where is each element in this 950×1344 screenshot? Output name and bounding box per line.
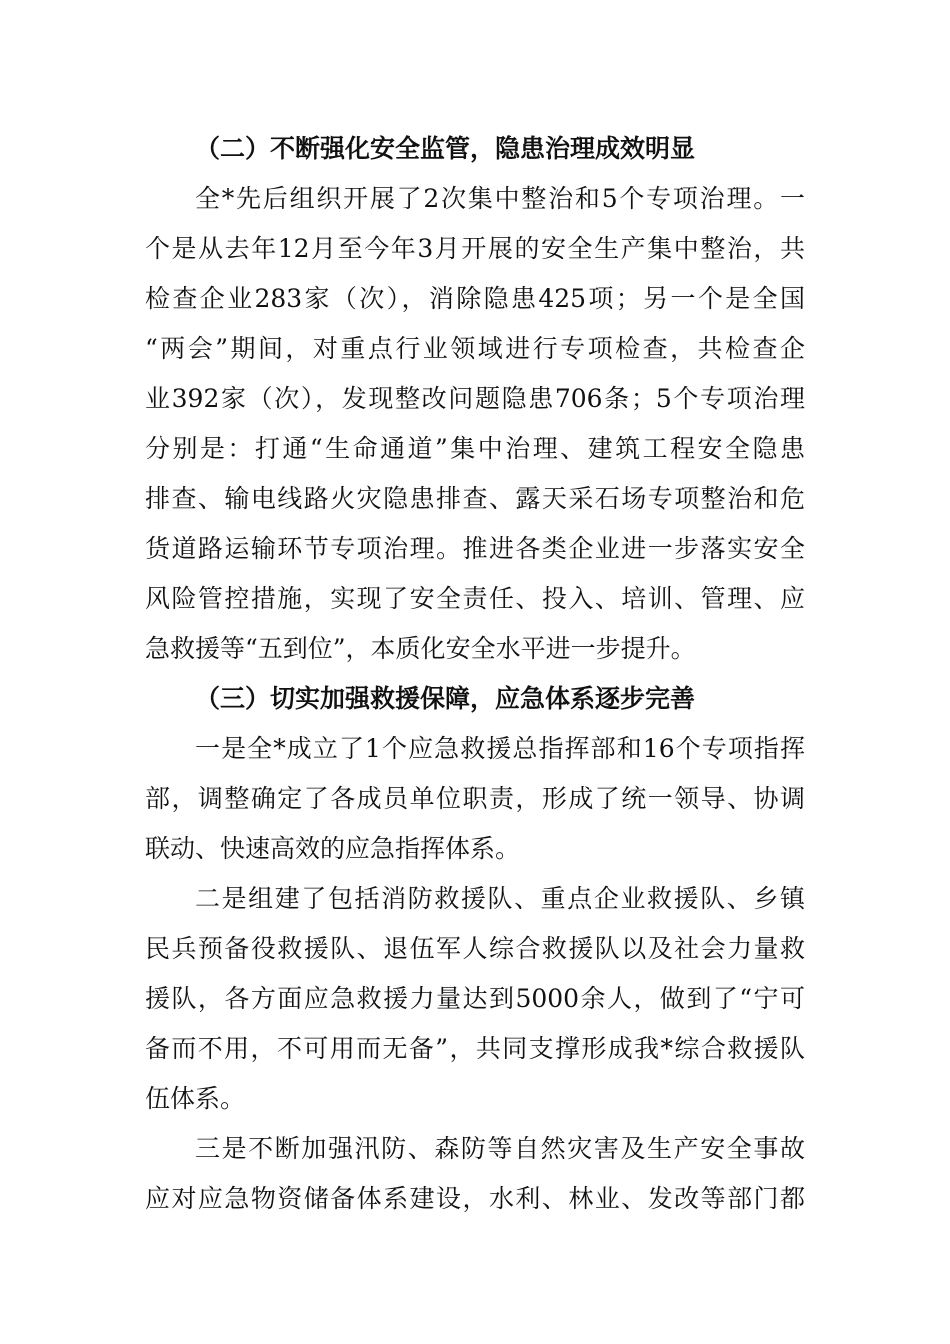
paragraph-safety-supervision [145,174,805,674]
paragraph-line: 一是全*成立了1个应急救援总指挥部和16个专项指挥 [195,734,805,763]
paragraph-line: 应对应急物资储备体系建设，水利、林业、发改等部门都 [145,1184,805,1213]
paragraph-line: 备而不用，不可用而无备”，共同支撑形成我*综合救援队 [145,1034,805,1063]
paragraph-line: 急救援等“五到位”，本质化安全水平进一步提升。 [145,634,696,663]
paragraph-line: 个是从去年12月至今年3月开展的安全生产集中整治，共 [145,234,805,263]
paragraph-line: 部，调整确定了各成员单位职责，形成了统一领导、协调 [145,784,805,813]
paragraph-line: “两会”期间，对重点行业领域进行专项检查，共检查企 [145,334,805,363]
paragraph-line: 排查、输电线路火灾隐患排查、露天采石场专项整治和危 [145,484,805,513]
section-heading-2: （二）不断强化安全监管，隐患治理成效明显 [195,134,696,163]
paragraph-line: 联动、快速高效的应急指挥体系。 [145,834,521,863]
paragraph-line: 全*先后组织开展了2次集中整治和5个专项治理。一 [195,184,805,213]
paragraph-line: 检查企业283家（次），消除隐患425项；另一个是全国 [145,284,805,313]
section-heading-3: （三）切实加强救援保障，应急体系逐步完善 [195,684,696,713]
paragraph-line: 业392家（次），发现整改问题隐患706条；5个专项治理 [145,384,805,413]
paragraph-rescue-teams [145,874,805,1124]
paragraph-line: 伍体系。 [145,1084,246,1113]
paragraph-line: 二是组建了包括消防救援队、重点企业救援队、乡镇 [195,884,805,913]
paragraph-line: 援队，各方面应急救援力量达到5000余人，做到了“宁可 [145,984,805,1013]
paragraph-material-reserves [145,1124,805,1224]
paragraph-command-system [145,724,805,874]
paragraph-line: 风险管控措施，实现了安全责任、投入、培训、管理、应 [145,584,805,613]
paragraph-line: 分别是：打通“生命通道”集中治理、建筑工程安全隐患 [145,434,805,463]
document-body [145,124,805,1224]
paragraph-line: 民兵预备役救援队、退伍军人综合救援队以及社会力量救 [145,934,805,963]
paragraph-line: 货道路运输环节专项治理。推进各类企业进一步落实安全 [145,534,805,563]
paragraph-line: 三是不断加强汛防、森防等自然灾害及生产安全事故 [195,1134,805,1163]
